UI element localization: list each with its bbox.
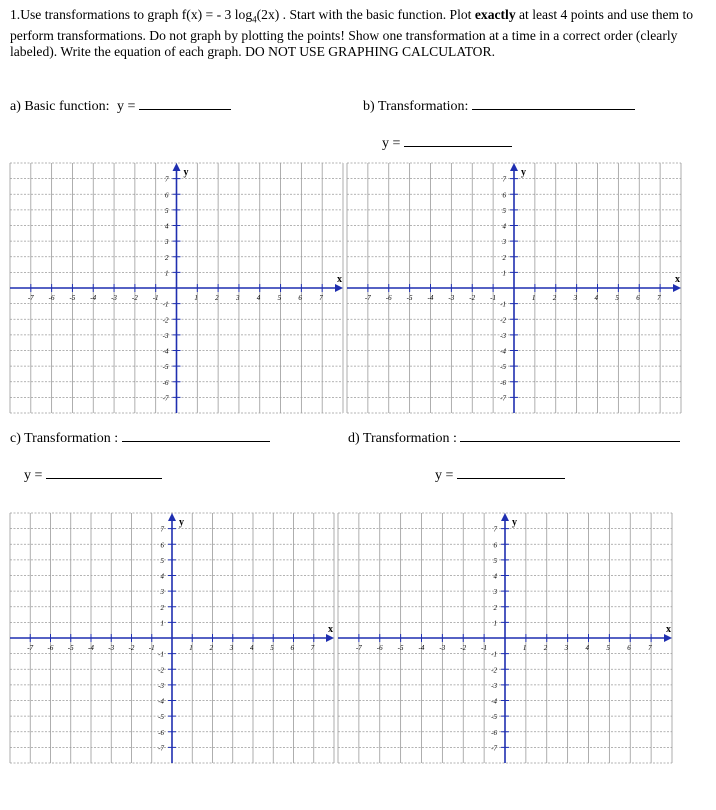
x-tick-label: -3: [448, 294, 455, 302]
part-b-eq: y =: [382, 136, 401, 151]
y-tick-label: -7: [162, 394, 169, 403]
graph-a-plane[interactable]: [10, 163, 343, 413]
x-tick-label: -3: [108, 644, 115, 652]
x-tick-label: 2: [209, 644, 213, 652]
x-tick-label: -5: [69, 294, 76, 302]
x-tick-label: -2: [131, 294, 138, 302]
y-tick-label: -2: [491, 666, 497, 675]
y-tick-label: -6: [162, 378, 169, 387]
x-tick-label: -7: [27, 644, 34, 652]
x-tick-label: 7: [657, 294, 661, 302]
x-axis-label: x: [666, 624, 671, 635]
y-tick-label: -7: [158, 744, 164, 753]
x-tick-label: 5: [615, 294, 619, 302]
y-tick-label: 5: [160, 556, 164, 565]
y-tick-label: -7: [500, 394, 506, 403]
x-tick-label: -6: [385, 294, 392, 302]
x-tick-label: -7: [27, 294, 34, 302]
problem-number: 1.: [10, 7, 21, 22]
log-argument: (2x): [256, 7, 280, 22]
x-tick-label: -4: [418, 644, 425, 652]
y-tick-label: -6: [500, 378, 506, 387]
graph-d[interactable]: [338, 513, 672, 763]
y-tick-label: -3: [158, 681, 164, 690]
x-tick-label: 6: [627, 644, 631, 652]
part-c-label-row: [10, 430, 270, 447]
part-a-label: a) Basic function:: [10, 99, 110, 114]
part-d-label-row: [348, 430, 680, 447]
x-tick-label: -4: [88, 644, 94, 652]
x-tick-label: 6: [290, 644, 294, 652]
y-tick-label: -7: [491, 744, 497, 753]
x-tick-label: 1: [531, 294, 536, 302]
x-tick-label: -2: [460, 644, 467, 652]
part-b-transformation-blank[interactable]: [472, 98, 635, 110]
y-tick-label: -1: [158, 650, 164, 659]
problem-text-2: at least 4 points and use them to perform transformations. Do not graph by plotting the points! Show one transformation at a time in a correct order (clearly labeled). Write the equation of each graph. DO NOT USE GRAPHING CALCULATOR.: [10, 7, 694, 59]
graph-c-plane[interactable]: [10, 513, 334, 763]
x-tick-label: 3: [229, 644, 234, 652]
y-tick-label: 2: [502, 253, 506, 262]
y-tick-label: 3: [165, 238, 169, 247]
y-tick-label: 5: [165, 206, 169, 215]
x-tick-label: -4: [427, 294, 434, 302]
y-tick-label: 6: [493, 541, 497, 550]
y-tick-label: -1: [162, 300, 169, 309]
y-tick-label: 6: [502, 191, 506, 200]
x-tick-label: -3: [111, 294, 117, 302]
y-axis-arrow: [173, 163, 181, 171]
x-tick-label: 4: [585, 644, 589, 652]
part-d-label: d) Transformation :: [348, 431, 457, 446]
y-tick-label: -4: [162, 347, 169, 356]
graph-b[interactable]: [347, 163, 681, 413]
y-axis-label: y: [521, 167, 526, 178]
y-tick-label: 2: [165, 253, 169, 262]
y-tick-label: 6: [165, 191, 169, 200]
x-tick-label: -1: [148, 644, 155, 652]
x-tick-label: -6: [47, 644, 54, 652]
part-b-label: b) Transformation:: [363, 99, 469, 114]
y-tick-label: 5: [493, 556, 497, 565]
part-a-answer-blank[interactable]: [139, 98, 231, 110]
y-tick-label: -3: [500, 331, 506, 340]
y-tick-label: 6: [160, 541, 164, 550]
x-tick-label: 7: [648, 644, 652, 652]
x-tick-label: -5: [67, 644, 74, 652]
y-tick-label: 5: [502, 206, 506, 215]
y-tick-label: 3: [160, 588, 164, 597]
x-tick-label: -7: [364, 294, 371, 302]
y-tick-label: -6: [158, 728, 164, 737]
x-tick-label: 4: [250, 644, 254, 652]
x-tick-label: 1: [194, 294, 198, 302]
part-c-eq: y =: [24, 468, 43, 483]
y-axis-label: y: [183, 167, 189, 178]
graph-d-plane[interactable]: [338, 513, 672, 763]
part-b-answer-blank[interactable]: [404, 135, 512, 147]
emphasis-exactly: exactly: [474, 7, 516, 22]
x-tick-label: 6: [298, 294, 302, 302]
y-tick-label: 1: [493, 619, 497, 628]
y-tick-label: -1: [500, 300, 506, 309]
graph-a[interactable]: [10, 163, 343, 413]
part-c-answer-blank[interactable]: [46, 467, 162, 479]
part-c-transformation-blank[interactable]: [122, 430, 270, 442]
y-tick-label: -2: [162, 316, 169, 325]
x-tick-label: 5: [270, 644, 274, 652]
y-tick-label: 3: [502, 238, 506, 247]
x-axis-arrow: [673, 284, 681, 292]
graph-b-plane[interactable]: [347, 163, 681, 413]
x-tick-label: -5: [406, 294, 413, 302]
x-tick-label: 1: [189, 644, 193, 652]
x-tick-label: -7: [355, 644, 362, 652]
x-tick-label: -6: [376, 644, 383, 652]
y-tick-label: -5: [491, 713, 497, 722]
part-c-eq-row: [24, 467, 162, 484]
x-axis-label: x: [328, 624, 333, 635]
x-tick-label: 7: [310, 644, 315, 652]
x-axis-arrow: [664, 634, 672, 642]
y-tick-label: 4: [160, 572, 164, 581]
x-tick-label: 5: [277, 294, 282, 302]
y-tick-label: -2: [500, 316, 506, 325]
x-axis-label: x: [675, 274, 680, 285]
x-tick-label: -4: [90, 294, 97, 302]
x-tick-label: -2: [128, 644, 135, 652]
y-tick-label: 7: [165, 175, 169, 184]
y-axis-label: y: [512, 517, 517, 528]
x-tick-label: -3: [439, 644, 446, 652]
y-tick-label: -4: [500, 347, 506, 356]
problem-text-1: . Start with the basic function. Plot: [279, 7, 475, 22]
y-axis-arrow: [510, 163, 518, 171]
y-tick-label: -5: [162, 363, 169, 372]
part-b-eq-row: [382, 135, 512, 152]
y-tick-label: -4: [158, 697, 164, 706]
part-d-answer-blank[interactable]: [457, 467, 565, 479]
y-tick-label: 1: [165, 269, 169, 278]
y-tick-label: -4: [491, 697, 497, 706]
x-tick-label: 6: [636, 294, 640, 302]
problem-intro: Use transformations to graph f(x) = - 3 log: [20, 7, 253, 22]
x-tick-label: -1: [481, 644, 487, 652]
y-tick-label: 1: [502, 269, 506, 278]
x-tick-label: -1: [152, 294, 159, 302]
x-axis-arrow: [326, 634, 334, 642]
part-d-eq-row: [435, 467, 565, 484]
y-tick-label: -6: [491, 728, 497, 737]
part-b-label-row: [363, 98, 635, 115]
y-tick-label: 7: [493, 525, 497, 534]
x-tick-label: 3: [235, 294, 240, 302]
x-tick-label: -6: [48, 294, 55, 302]
x-tick-label: 2: [215, 294, 219, 302]
y-tick-label: 4: [165, 222, 169, 231]
y-tick-label: 7: [160, 525, 164, 534]
y-tick-label: -3: [491, 681, 497, 690]
x-tick-label: 4: [256, 294, 261, 302]
part-a-eq: y =: [117, 99, 136, 114]
y-tick-label: 2: [160, 603, 164, 612]
y-tick-label: 3: [493, 588, 497, 597]
x-tick-label: -1: [490, 294, 496, 302]
x-tick-label: 1: [522, 644, 527, 652]
x-tick-label: 2: [543, 644, 548, 652]
y-axis-arrow: [168, 513, 176, 521]
x-axis-label: x: [337, 274, 342, 285]
log-base: 4: [252, 14, 257, 25]
x-tick-label: 2: [552, 294, 557, 302]
part-a-label-row: [10, 98, 231, 115]
graph-c[interactable]: [10, 513, 334, 763]
part-c-label: c) Transformation :: [10, 431, 119, 446]
x-tick-label: 4: [594, 294, 598, 302]
x-tick-label: 3: [564, 644, 569, 652]
x-tick-label: -5: [397, 644, 404, 652]
x-tick-label: -2: [469, 294, 476, 302]
part-d-eq: y =: [435, 468, 454, 483]
y-tick-label: -1: [491, 650, 497, 659]
y-tick-label: -3: [162, 331, 169, 340]
y-tick-label: 1: [160, 619, 164, 628]
part-d-transformation-blank[interactable]: [460, 430, 680, 442]
y-tick-label: 4: [502, 222, 506, 231]
x-tick-label: 3: [573, 294, 578, 302]
y-tick-label: -5: [500, 363, 506, 372]
x-tick-label: 7: [319, 294, 323, 302]
x-axis-arrow: [335, 284, 343, 292]
y-tick-label: 2: [493, 603, 497, 612]
y-tick-label: -5: [158, 713, 164, 722]
y-axis-label: y: [179, 517, 184, 528]
x-tick-label: 5: [606, 644, 610, 652]
problem-statement: [10, 7, 705, 60]
y-axis-arrow: [501, 513, 509, 521]
y-tick-label: -2: [158, 666, 164, 675]
y-tick-label: 4: [493, 572, 497, 581]
y-tick-label: 7: [502, 175, 506, 184]
